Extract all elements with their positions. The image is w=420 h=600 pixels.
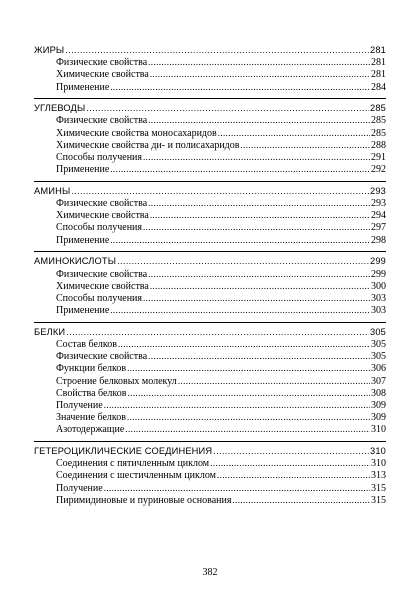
toc-item[interactable] [34,457,386,469]
toc-item-label: Соединения с пятичленным циклом [56,458,210,470]
toc-item-label: Физические свойства [56,198,148,210]
dot-leader [125,423,370,435]
toc-item-page: 310 [371,424,386,436]
dot-leader [143,292,370,304]
toc-item-label: Химические свойства [56,69,149,81]
toc-heading-title: УГЛЕВОДЫ [34,103,86,114]
toc-item[interactable] [34,114,386,126]
toc-item[interactable] [34,68,386,80]
toc-item-page: 303 [371,292,386,304]
toc-item-label: Применение [56,234,110,246]
toc-item[interactable] [34,411,386,423]
dot-leader [127,387,370,399]
toc-item-label: Физические свойства [56,268,148,280]
toc-item-page: 285 [371,127,386,139]
toc-item-label: Функции белков [56,363,127,375]
toc-item[interactable] [34,163,386,175]
toc-item-label: Значение белков [56,412,126,424]
toc-item[interactable] [34,494,386,506]
toc-item-label: Получение [56,399,103,411]
toc-heading-page: 299 [370,256,386,267]
dot-leader [148,56,370,68]
toc-section-fats [34,44,386,93]
dot-leader [148,197,370,209]
dot-leader [110,304,370,316]
toc-item-page: 284 [371,81,386,93]
toc-item[interactable] [34,362,386,374]
toc-item-page: 297 [371,222,386,234]
dot-leader [148,114,370,126]
toc-item-page: 315 [371,494,386,506]
toc-item-label: Способы получения [56,222,142,234]
dot-leader [110,163,370,175]
toc-item-page: 298 [371,234,386,246]
toc-heading-title: АМИНЫ [34,185,71,196]
toc-item-page: 281 [371,69,386,81]
dot-leader [150,209,370,221]
toc-item-label: Физические свойства [56,351,148,363]
toc-heading[interactable] [34,445,386,457]
toc-heading-page: 285 [370,103,386,114]
toc-item[interactable] [34,151,386,163]
toc-item-page: 291 [371,152,386,163]
toc-item-label: Применение [56,81,110,93]
toc-item-label: Физические свойства [56,57,148,69]
dot-leader [150,280,370,292]
toc-item-page: 299 [371,268,386,280]
toc-item-page: 305 [371,351,386,363]
dot-leader [127,362,370,374]
toc-item[interactable] [34,234,386,246]
toc-item-label: Применение [56,164,110,176]
toc-item[interactable] [34,399,386,411]
toc-heading[interactable] [34,255,386,267]
dot-leader [86,102,369,114]
section-divider [34,181,386,182]
toc-item-page: 308 [371,387,386,399]
toc-heading[interactable] [34,185,386,197]
toc-item[interactable] [34,387,386,399]
dot-leader [104,482,370,494]
toc-heading-title: АМИНОКИСЛОТЫ [34,256,117,267]
toc-item-label: Применение [56,305,110,317]
toc-heading[interactable] [34,102,386,114]
toc-section-carbohydrates [34,102,386,175]
toc-heading-title: БЕЛКИ [34,326,66,337]
toc-item[interactable] [34,197,386,209]
toc-item[interactable] [34,482,386,494]
dot-leader [110,234,370,246]
dot-leader [117,255,369,267]
toc-item[interactable] [34,280,386,292]
dot-leader [241,139,371,151]
table-of-contents [34,44,386,506]
toc-heading-title: ЖИРЫ [34,45,65,55]
toc-heading[interactable] [34,44,386,56]
toc-item-label: Химические свойства [56,210,149,222]
toc-section-proteins [34,326,386,436]
toc-item-page: 294 [371,210,386,222]
toc-item-label: Химические свойства моносахаридов [56,127,217,139]
toc-heading-title: ГЕТЕРОЦИКЛИЧЕСКИЕ СОЕДИНЕНИЯ [34,445,213,456]
toc-item[interactable] [34,423,386,435]
toc-item-page: 310 [371,458,386,470]
section-divider [34,98,386,99]
dot-leader [65,44,369,56]
toc-item[interactable] [34,304,386,316]
dot-leader [118,338,370,350]
dot-leader [127,411,370,423]
toc-section-amines [34,185,386,246]
toc-item-label: Пиримидиновые и пуриновые основания [56,494,232,506]
toc-item-page: 303 [371,305,386,317]
toc-item[interactable] [34,221,386,233]
toc-item-page: 309 [371,412,386,424]
toc-item[interactable] [34,56,386,68]
toc-item[interactable] [34,338,386,350]
toc-item[interactable] [34,209,386,221]
toc-item-page: 315 [371,482,386,494]
dot-leader [178,375,370,387]
toc-item-label: Химические свойства ди- и полисахаридов [56,139,240,151]
toc-item[interactable] [34,469,386,481]
toc-heading[interactable] [34,326,386,338]
dot-leader [218,127,370,139]
toc-item-label: Строение белковых молекул [56,375,177,387]
toc-heading-page: 293 [370,185,386,196]
dot-leader [148,350,370,362]
dot-leader [104,399,370,411]
toc-heading-page: 281 [370,45,386,55]
toc-item-page: 285 [371,115,386,127]
toc-item-page: 307 [371,375,386,387]
dot-leader [148,268,370,280]
section-divider [34,322,386,323]
toc-item[interactable] [34,81,386,93]
toc-item-page: 292 [371,164,386,176]
dot-leader [66,326,369,338]
toc-item[interactable] [34,375,386,387]
toc-item-label: Состав белков [56,338,117,350]
toc-item-page: 305 [371,338,386,350]
toc-heading-page: 310 [370,445,386,456]
toc-heading-page: 305 [370,326,386,337]
dot-leader [143,151,370,163]
toc-item-page: 309 [371,399,386,411]
dot-leader [71,185,369,197]
toc-item-label: Получение [56,482,103,494]
dot-leader [232,494,370,506]
toc-item-page: 306 [371,363,386,375]
dot-leader [210,457,370,469]
dot-leader [217,469,370,481]
toc-item-label: Химические свойства [56,280,149,292]
section-divider [34,251,386,252]
toc-item-page: 313 [371,470,386,482]
toc-item[interactable] [34,127,386,139]
toc-item-page: 300 [371,280,386,292]
section-divider [34,441,386,442]
toc-item-page: 288 [371,139,386,151]
toc-item-page: 293 [371,198,386,210]
toc-item-page: 281 [371,57,386,69]
dot-leader [143,221,370,233]
dot-leader [110,81,370,93]
dot-leader [150,68,370,80]
toc-item-label: Соединения с шестичленным циклом [56,470,217,482]
toc-section-heterocyclic [34,445,386,506]
toc-item-label: Азотодержащие [56,424,125,436]
page-number: 382 [202,567,218,578]
toc-item-label: Способы получения [56,152,142,163]
toc-item-label: Способы получения [56,292,142,304]
toc-item-label: Свойства белков [56,387,127,399]
toc-item[interactable] [34,268,386,280]
toc-item[interactable] [34,350,386,362]
toc-section-amino-acids [34,255,386,316]
dot-leader [213,445,369,457]
toc-item[interactable] [34,292,386,304]
toc-item[interactable] [34,139,386,151]
toc-item-label: Физические свойства [56,115,148,127]
